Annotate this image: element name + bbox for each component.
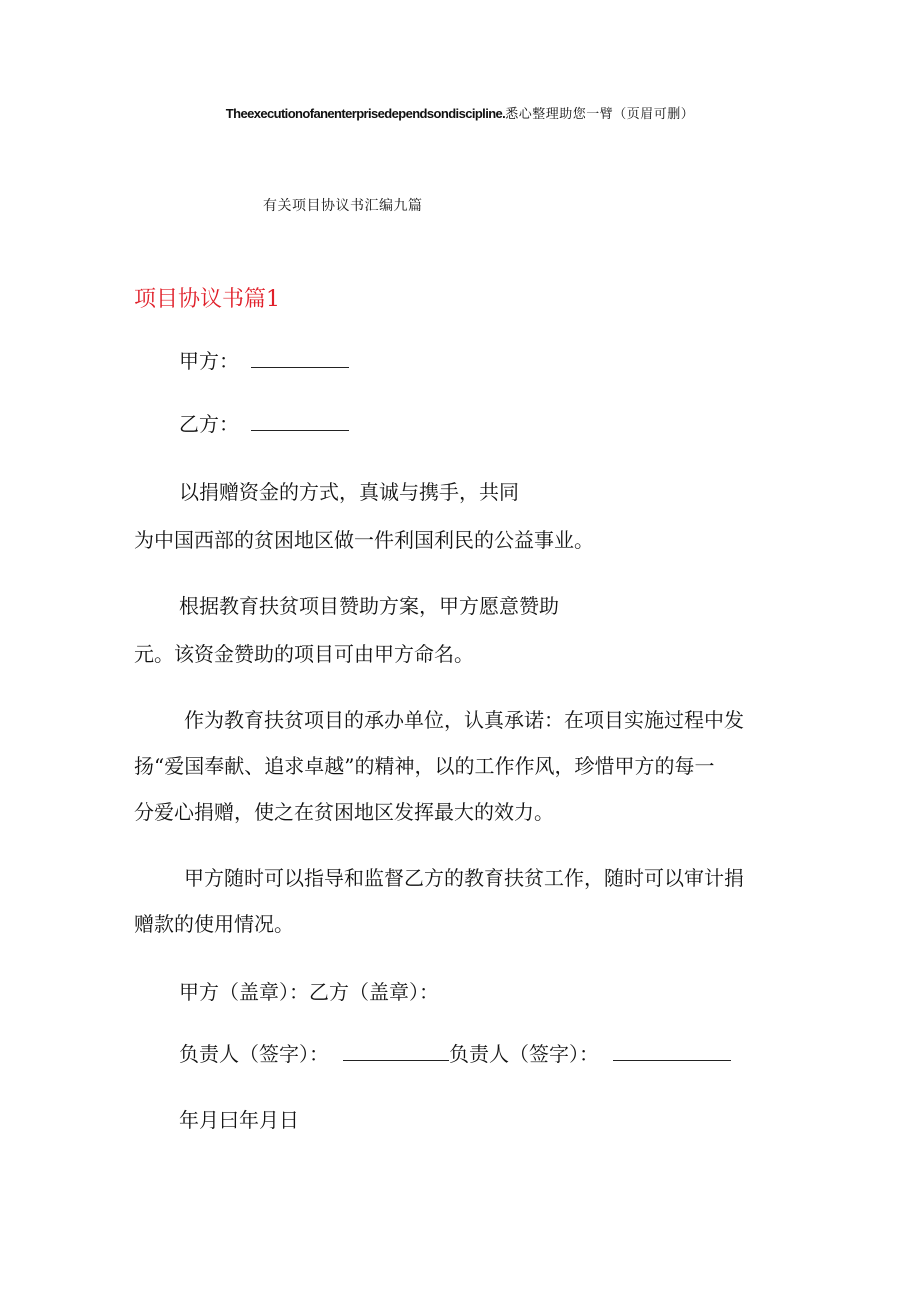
- party-b-line: [179, 412, 349, 436]
- signer-b-blank: [613, 1042, 731, 1061]
- header-english-text: Theexecutionofanenterprisedependsondiscipline.: [225, 106, 506, 121]
- party-b-label: 乙方：: [179, 412, 239, 436]
- paragraph-3-line-3: 分爱心捐赠，使之在贫困地区发挥最大的效力。: [134, 800, 554, 824]
- signer-a-label: 负责人（签字）：: [179, 1042, 329, 1066]
- seal-line: 甲方（盖章）：乙方（盖章）：: [179, 980, 439, 1004]
- paragraph-1-line-2: 为中国西部的贫困地区做一件利国利民的公益事业。: [134, 528, 594, 552]
- header-chinese-text: 悉心整理助您一臂（页眉可删）: [505, 107, 695, 122]
- paragraph-3-line-1: 作为教育扶贫项目的承办单位，认真承诺：在项目实施过程中发: [184, 708, 744, 732]
- page-header: [0, 103, 920, 122]
- paragraph-2-line-1: 根据教育扶贫项目赞助方案，甲方愿意赞助: [179, 594, 559, 618]
- paragraph-3-line-2: 扬“爱国奉献、追求卓越”的精神，以的工作作风，珍惜甲方的每一: [134, 754, 715, 778]
- paragraph-2-line-2: 元。该资金赞助的项目可由甲方命名。: [134, 642, 474, 666]
- signature-line: [179, 1042, 731, 1066]
- paragraph-4-line-2: 赠款的使用情况。: [134, 912, 294, 936]
- paragraph-1-line-1: 以捐赠资金的方式，真诚与携手，共同: [179, 480, 519, 504]
- party-a-label: 甲方：: [179, 349, 239, 373]
- signer-a-blank: [343, 1042, 449, 1061]
- party-b-blank: [251, 412, 349, 431]
- party-a-line: [179, 349, 349, 373]
- section-heading: 项目协议书篇1: [134, 287, 280, 312]
- party-a-blank: [251, 349, 349, 368]
- document-title: 有关项目协议书汇编九篇: [263, 198, 423, 214]
- signer-b-label: 负责人（签字）：: [449, 1042, 599, 1066]
- paragraph-4-line-1: 甲方随时可以指导和监督乙方的教育扶贫工作，随时可以审计捐: [184, 866, 744, 890]
- date-line: 年月曰年月日: [179, 1108, 299, 1132]
